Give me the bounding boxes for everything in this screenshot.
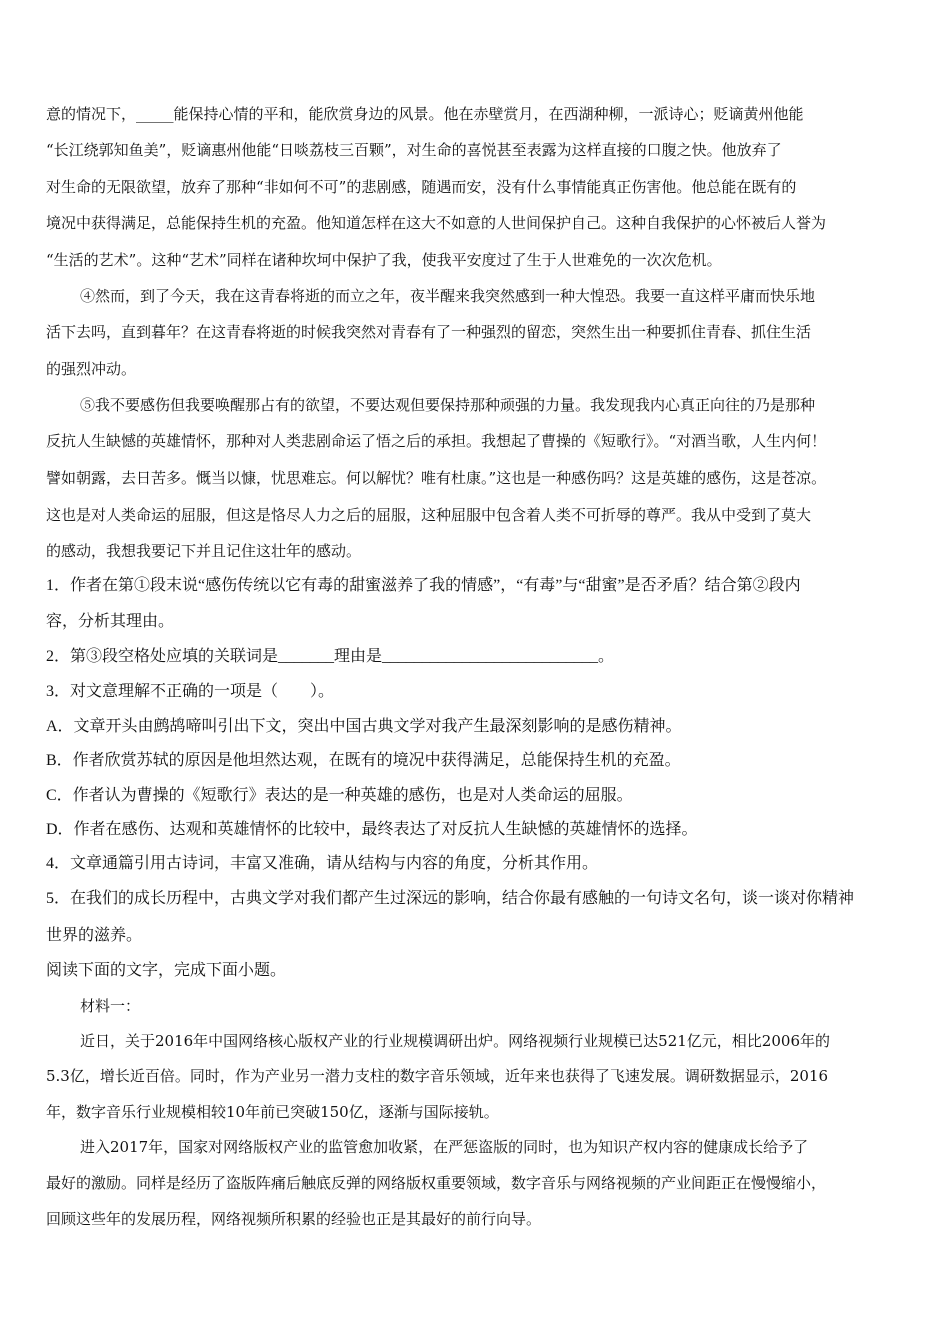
text-line: 2．第③段空格处应填的关联词是_______理由是___________________________。 — [46, 648, 615, 665]
text-line: 近日，关于2016年中国网络核心版权产业的行业规模调研出炉。网络视频行业规模已达521亿元，相比2006年的 — [80, 1032, 830, 1050]
text-line: B．作者欣赏苏轼的原因是他坦然达观，在既有的境况中获得满足，总能保持生机的充盈。 — [46, 752, 681, 769]
text-line: “长江绕郭知鱼美”，贬谪惠州他能“日啖荔枝三百颗”，对生命的喜悦甚至表露为这样直接的口腹之快。他放弃了 — [46, 141, 782, 159]
text-line: 最好的激励。同样是经历了盗版阵痛后触底反弹的网络版权重要领域，数字音乐与网络视频的产业间距正在慢慢缩小， — [46, 1174, 827, 1192]
text-line: 容，分析其理由。 — [46, 613, 175, 630]
text-line: 1．作者在第①段末说“感伤传统以它有毒的甜蜜滋养了我的情感”，“有毒”与“甜蜜”是否矛盾？结合第②段内 — [46, 577, 801, 594]
text-line: 的强烈冲动。 — [46, 360, 137, 378]
text-line: 活下去吗，直到暮年？在这青春将逝的时候我突然对青春有了一种强烈的留恋，突然生出一种要抓住青春、抓住生活 — [46, 323, 812, 341]
text-line: ④然而，到了今天，我在这青春将逝的而立之年，夜半醒来我突然感到一种大惶恐。我要一直这样平庸而快乐地 — [80, 287, 816, 305]
text-line: 5．在我们的成长历程中，古典文学对我们都产生过深远的影响，结合你最有感触的一句诗文名句，谈一谈对你精神 — [46, 890, 855, 907]
text-line: 世界的滋养。 — [46, 927, 143, 944]
text-line: 这也是对人类命运的屈服，但这是恪尽人力之后的屈服，这种屈服中包含着人类不可折辱的尊严。我从中受到了莫大 — [46, 506, 812, 524]
text-line: 意的情况下，_____能保持心情的平和，能欣赏身边的风景。他在赤壁赏月，在西湖种柳，一派诗心；贬谪黄州他能 — [46, 105, 804, 123]
text-line: 3．对文意理解不正确的一项是（ ）。 — [46, 683, 335, 700]
text-line: 反抗人生缺憾的英雄情怀，那种对人类悲剧命运了悟之后的承担。我想起了曹操的《短歌行》。“对酒当歌，人生内何！ — [46, 432, 827, 450]
text-line: 的感动，我想我要记下并且记住这壮年的感动。 — [46, 542, 362, 560]
text-line: 境况中获得满足，总能保持生机的充盈。他知道怎样在这大不如意的人世间保护自己。这种自我保护的心怀被后人誉为 — [46, 214, 827, 232]
text-line: A．文章开头由鹧鸪啼叫引出下文，突出中国古典文学对我产生最深刻影响的是感伤精神。 — [46, 718, 682, 735]
text-line: “生活的艺术”。这种“艺术”同样在诸种坎坷中保护了我，使我平安度过了生于人世难免的一次次危机。 — [46, 251, 722, 269]
text-line: 5.3亿，增长近百倍。同时，作为产业另一潜力支柱的数字音乐领域，近年来也获得了飞速发展。调研数据显示，2016 — [46, 1067, 829, 1085]
text-line: C．作者认为曹操的《短歌行》表达的是一种英雄的感伤，也是对人类命运的屈服。 — [46, 787, 633, 804]
text-line: 回顾这些年的发展历程，网络视频所积累的经验也正是其最好的前行向导。 — [46, 1210, 542, 1228]
text-line: 对生命的无限欲望，放弃了那种“非如何不可”的悲剧感，随遇而安，没有什么事情能真正伤害他。他总能在既有的 — [46, 178, 797, 196]
text-line: 4．文章通篇引用古诗词，丰富又准确，请从结构与内容的角度，分析其作用。 — [46, 855, 599, 872]
text-line: 进入2017年，国家对网络版权产业的监管愈加收紧，在严惩盗版的同时，也为知识产权内容的健康成长给予了 — [80, 1138, 809, 1156]
text-line: ⑤我不要感伤但我要唤醒那占有的欲望，不要达观但要保持那种顽强的力量。我发现我内心真正向往的乃是那种 — [80, 396, 816, 414]
text-line: 年，数字音乐行业规模相较10年前已突破150亿，逐渐与国际接轨。 — [46, 1103, 499, 1121]
text-line: D．作者在感伤、达观和英雄情怀的比较中，最终表达了对反抗人生缺憾的英雄情怀的选择。 — [46, 821, 698, 838]
text-line: 材料一： — [80, 997, 141, 1015]
text-line: 譬如朝露，去日苦多。慨当以慷，忧思难忘。何以解忧？唯有杜康。”这也是一种感伤吗？这是英雄的感伤，这是苍凉。 — [46, 469, 827, 487]
text-line: 阅读下面的文字，完成下面小题。 — [46, 962, 287, 979]
